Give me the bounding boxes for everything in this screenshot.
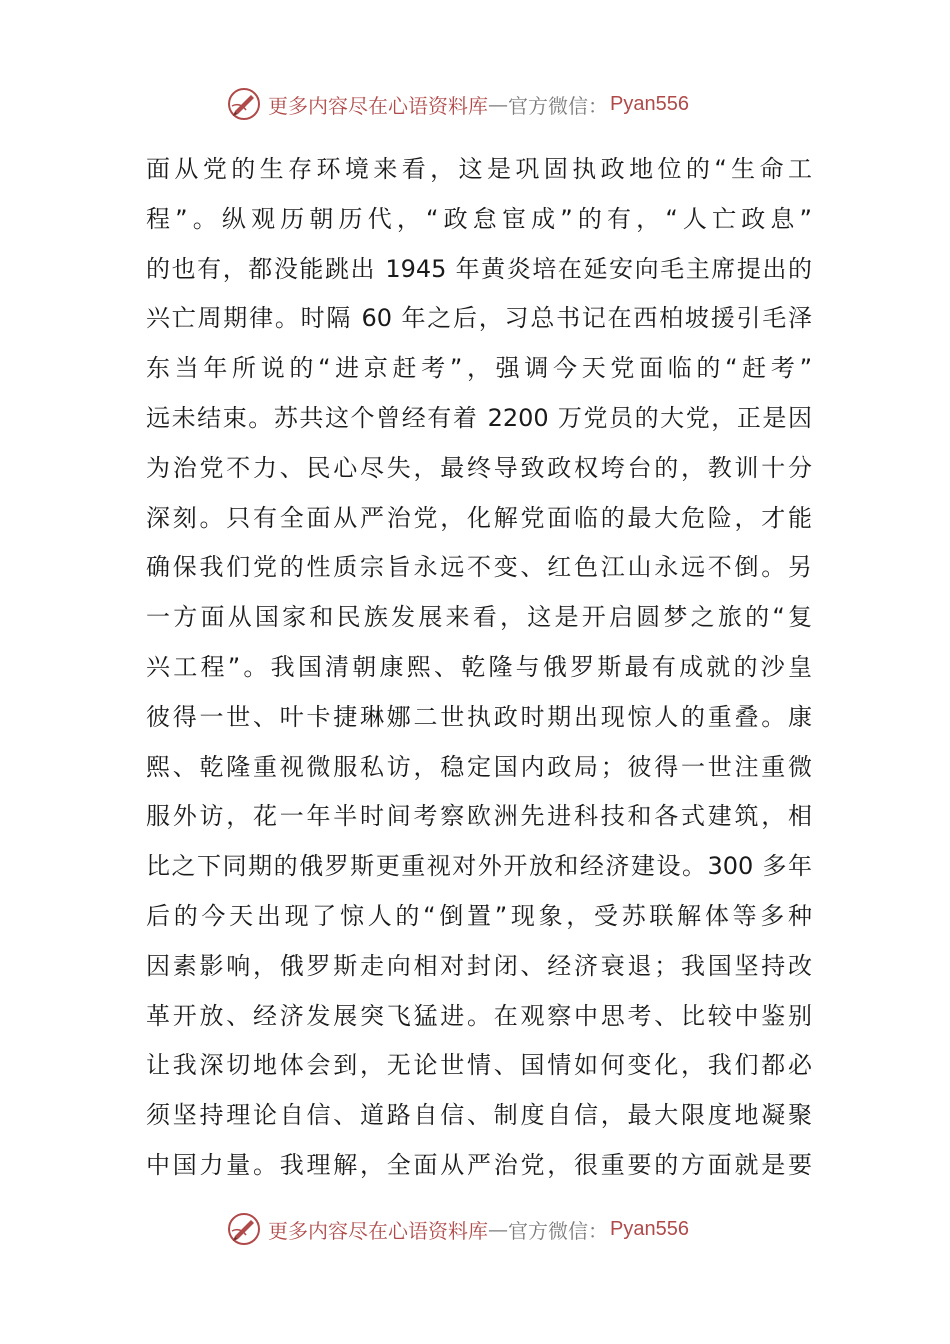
footer-wechat-id: Pyan556 (610, 1217, 689, 1240)
text-line: 的也有，都没能跳出 1945 年黄炎培在延安向毛主席提出的 (146, 254, 812, 283)
pen-book-logo-icon (226, 1211, 262, 1247)
text-line: 比之下同期的俄罗斯更重视对外开放和经济建设。300 多年 (146, 852, 812, 881)
text-line: 因素影响，俄罗斯走向相对封闭、经济衰退；我国坚持改 (146, 951, 812, 980)
text-line: 一方面从国家和民族发展来看，这是开启圆梦之旅的“复 (146, 603, 812, 632)
header-wechat-id: Pyan556 (610, 92, 689, 115)
footer-site-text: 更多内容尽在心语资料库 (268, 1218, 488, 1243)
text-line: 面从党的生存环境来看，这是巩固执政地位的“生命工 (146, 155, 812, 183)
text-line: 须坚持理论自信、道路自信、制度自信，最大限度地凝聚 (146, 1101, 812, 1130)
text-line: 彼得一世、叶卡捷琳娜二世执政时期出现惊人的重叠。康 (146, 702, 812, 731)
text-line: 让我深切地体会到，无论世情、国情如何变化，我们都必 (146, 1051, 812, 1080)
header-banner (226, 84, 746, 124)
header-separator: — (488, 92, 508, 116)
body-paragraph (146, 145, 812, 1191)
text-line: 兴亡周期律。时隔 60 年之后，习总书记在西柏坡援引毛泽 (146, 304, 812, 333)
footer-wechat-label: 官方微信： (508, 1218, 608, 1243)
text-line: 深刻。只有全面从严治党，化解党面临的最大危险，才能 (146, 503, 812, 532)
header-wechat-label: 官方微信： (508, 93, 608, 118)
text-line: 后的今天出现了惊人的“倒置”现象，受苏联解体等多种 (146, 901, 812, 930)
text-line: 东当年所说的“进京赶考”，强调今天党面临的“赶考” (146, 354, 812, 383)
text-line: 兴工程”。我国清朝康熙、乾隆与俄罗斯最有成就的沙皇 (146, 652, 812, 681)
text-line: 程”。纵观历朝历代，“政怠宦成”的有，“人亡政息” (146, 204, 812, 233)
footer-banner (226, 1209, 746, 1249)
pen-book-logo-icon (226, 86, 262, 122)
text-line: 革开放、经济发展突飞猛进。在观察中思考、比较中鉴别 (146, 1001, 812, 1030)
text-line: 服外访，花一年半时间考察欧洲先进科技和各式建筑，相 (146, 802, 812, 831)
text-line: 确保我们党的性质宗旨永远不变、红色江山永远不倒。另 (146, 553, 812, 582)
header-site-text: 更多内容尽在心语资料库 (268, 93, 488, 118)
text-line: 为治党不力、民心尽失，最终导致政权垮台的，教训十分 (146, 453, 812, 482)
text-line: 远未结束。苏共这个曾经有着 2200 万党员的大党，正是因 (146, 403, 812, 432)
text-line: 熙、乾隆重视微服私访，稳定国内政局；彼得一世注重微 (146, 752, 812, 781)
text-line: 中国力量。我理解，全面从严治党，很重要的方面就是要 (146, 1150, 812, 1179)
footer-separator: — (488, 1217, 508, 1241)
